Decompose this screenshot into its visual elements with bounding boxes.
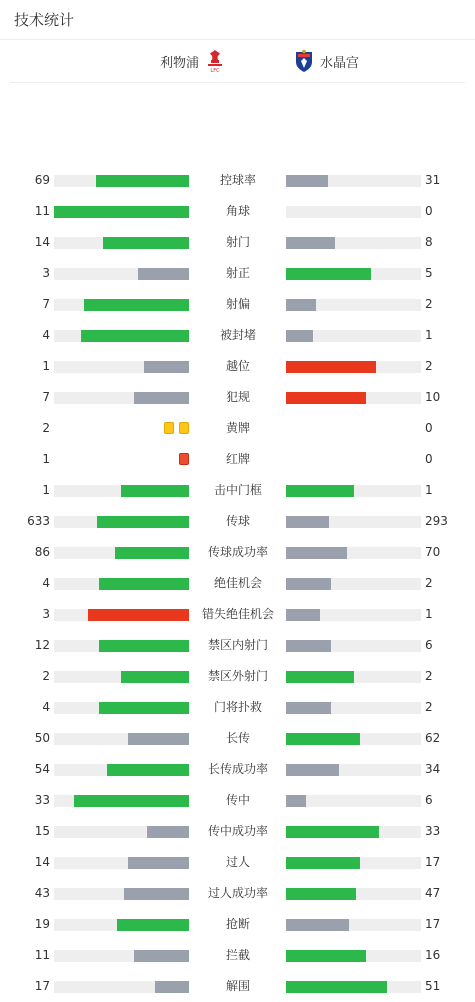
away-stat-bar — [286, 392, 421, 404]
stat-label: 错失绝佳机会 — [201, 607, 274, 621]
away-stat-bar — [286, 857, 421, 869]
home-stat-bar-fill — [84, 299, 189, 311]
home-stat-bar — [54, 516, 189, 528]
away-stat-bar — [286, 950, 421, 962]
stat-row — [0, 475, 475, 506]
stat-row — [0, 723, 475, 754]
home-stat-bar — [54, 826, 189, 838]
stat-row — [0, 847, 475, 878]
home-stat-bar — [54, 702, 189, 714]
home-stat-bar-fill — [121, 485, 189, 497]
home-stat-bar — [54, 857, 189, 869]
away-stat-bar-fill — [286, 981, 387, 993]
stat-label: 传中 — [225, 793, 250, 807]
home-stat-bar — [54, 268, 189, 280]
home-stat-bar-fill — [74, 795, 189, 807]
home-stat-bar — [54, 485, 189, 497]
home-stat-bar — [54, 361, 189, 373]
home-stat-bar — [54, 609, 189, 621]
home-stat-bar — [54, 206, 189, 218]
away-stat-value: 1 — [425, 607, 433, 621]
stat-label: 射正 — [225, 266, 250, 280]
away-stat-value: 5 — [425, 266, 433, 280]
home-stat-bar-fill — [144, 361, 189, 373]
away-stat-value: 51 — [425, 979, 441, 993]
away-stat-value: 0 — [425, 452, 433, 466]
away-stat-bar-fill — [286, 516, 329, 528]
away-stat-bar — [286, 237, 421, 249]
away-stat-bar-fill — [286, 175, 328, 187]
stat-row — [0, 351, 475, 382]
home-stat-value: 7 — [42, 297, 50, 311]
stat-row — [0, 568, 475, 599]
stat-row — [0, 196, 475, 227]
stat-label: 控球率 — [219, 173, 256, 187]
stat-row — [0, 506, 475, 537]
stat-label: 传球 — [225, 514, 250, 528]
away-stat-value: 2 — [425, 297, 433, 311]
home-stat-bar — [54, 888, 189, 900]
away-stat-bar — [286, 826, 421, 838]
home-stat-value: 1 — [42, 452, 50, 466]
home-stat-bar — [54, 733, 189, 745]
stat-label: 过人成功率 — [207, 886, 268, 900]
away-stat-bar — [286, 175, 421, 187]
away-stat-bar — [286, 888, 421, 900]
home-stat-bar-fill — [121, 671, 189, 683]
away-stat-bar-fill — [286, 268, 371, 280]
away-stat-value: 17 — [425, 917, 441, 931]
stat-label: 射门 — [225, 235, 250, 249]
svg-text:LFC: LFC — [210, 68, 220, 73]
away-stat-bar-fill — [286, 330, 313, 342]
stat-row — [0, 165, 475, 196]
away-stat-bar-fill — [286, 919, 349, 931]
away-stat-bar-fill — [286, 795, 306, 807]
away-stat-value: 0 — [425, 204, 433, 218]
crystal-palace-crest-icon — [294, 49, 314, 73]
away-stat-value: 17 — [425, 855, 441, 869]
stat-label: 击中门框 — [213, 483, 262, 497]
away-stat-bar — [286, 764, 421, 776]
home-stat-bar-fill — [138, 268, 189, 280]
away-stat-value: 6 — [425, 638, 433, 652]
away-stat-value: 47 — [425, 886, 441, 900]
stat-label: 黄牌 — [225, 421, 250, 435]
liverpool-crest-icon — [205, 49, 225, 73]
home-stat-value: 50 — [34, 731, 50, 745]
away-stat-bar-fill — [286, 826, 379, 838]
home-stat-value: 1 — [42, 359, 50, 373]
home-stat-value: 4 — [42, 576, 50, 590]
stat-row — [0, 909, 475, 940]
stat-row — [0, 692, 475, 723]
home-stat-bar-fill — [124, 888, 189, 900]
home-stat-bar-fill — [107, 764, 189, 776]
stat-label: 长传 — [225, 731, 250, 745]
home-stat-value: 4 — [42, 700, 50, 714]
title-bar — [0, 0, 475, 40]
away-stat-bar-fill — [286, 578, 331, 590]
stat-row — [0, 661, 475, 692]
home-stat-value: 2 — [42, 421, 50, 435]
home-stat-bar-fill — [155, 981, 189, 993]
home-stat-bar-fill — [147, 826, 189, 838]
home-stat-bar-fill — [128, 733, 189, 745]
away-stat-bar-fill — [286, 764, 339, 776]
home-stat-value: 633 — [27, 514, 50, 528]
stat-row — [0, 444, 475, 475]
away-stat-bar — [286, 299, 421, 311]
stat-row — [0, 630, 475, 661]
away-stat-bar — [286, 733, 421, 745]
away-stat-value: 70 — [425, 545, 441, 559]
home-stat-bar-fill — [88, 609, 189, 621]
away-stat-value: 31 — [425, 173, 441, 187]
home-stat-bar-fill — [81, 330, 189, 342]
page-title: 技术统计 — [14, 11, 75, 29]
stat-label: 犯规 — [225, 390, 250, 404]
stat-row — [0, 785, 475, 816]
stat-row — [0, 754, 475, 785]
stat-label: 抢断 — [225, 917, 250, 931]
away-stat-value: 293 — [425, 514, 448, 528]
away-stat-value: 2 — [425, 359, 433, 373]
home-stat-bar — [54, 578, 189, 590]
away-stat-bar — [286, 361, 421, 373]
home-stat-bar — [54, 764, 189, 776]
away-stat-value: 6 — [425, 793, 433, 807]
home-stat-value: 14 — [34, 235, 50, 249]
home-stat-bar-fill — [103, 237, 189, 249]
stat-row — [0, 258, 475, 289]
home-stat-bar-fill — [117, 919, 189, 931]
away-stat-bar — [286, 609, 421, 621]
away-stat-bar-fill — [286, 733, 360, 745]
home-stat-bar — [54, 547, 189, 559]
stat-label: 解围 — [225, 979, 250, 993]
home-stat-value: 33 — [34, 793, 50, 807]
away-stat-bar-fill — [286, 609, 320, 621]
away-stat-value: 8 — [425, 235, 433, 249]
away-stat-value: 16 — [425, 948, 441, 962]
away-stat-value: 62 — [425, 731, 441, 745]
home-stat-value: 15 — [34, 824, 50, 838]
stat-label: 红牌 — [225, 452, 250, 466]
stat-row — [0, 971, 475, 1002]
away-stat-value: 0 — [425, 421, 433, 435]
stat-label: 传球成功率 — [207, 545, 268, 559]
away-stat-bar — [286, 330, 421, 342]
stat-label: 角球 — [225, 204, 250, 218]
away-stat-bar — [286, 547, 421, 559]
stat-label: 传中成功率 — [207, 824, 268, 838]
home-stat-value: 69 — [34, 173, 50, 187]
home-stat-bar-fill — [99, 578, 189, 590]
stat-label: 禁区外射门 — [207, 669, 268, 683]
home-stat-bar — [54, 795, 189, 807]
away-stat-bar — [286, 485, 421, 497]
home-stat-bar — [54, 175, 189, 187]
away-stat-bar-fill — [286, 299, 316, 311]
away-stat-bar — [286, 516, 421, 528]
home-stat-value: 17 — [34, 979, 50, 993]
home-stat-bar — [54, 299, 189, 311]
away-stat-bar — [286, 268, 421, 280]
home-stat-bar-fill — [128, 857, 189, 869]
stat-row — [0, 382, 475, 413]
home-stat-bar-fill — [99, 702, 189, 714]
home-stat-bar — [54, 640, 189, 652]
away-stat-bar-fill — [286, 392, 366, 404]
stat-row — [0, 289, 475, 320]
home-stat-value: 11 — [34, 204, 50, 218]
away-stat-value: 33 — [425, 824, 441, 838]
stat-label: 门将扑救 — [213, 700, 262, 714]
stat-label: 射偏 — [225, 297, 250, 311]
stat-row — [0, 227, 475, 258]
away-stat-value: 10 — [425, 390, 441, 404]
home-stat-bar — [54, 330, 189, 342]
home-team-name: 利物浦 — [159, 55, 199, 71]
away-stat-bar-fill — [286, 857, 360, 869]
away-stat-bar — [286, 919, 421, 931]
away-stat-value: 1 — [425, 483, 433, 497]
home-stat-value: 19 — [34, 917, 50, 931]
home-stat-bar — [54, 392, 189, 404]
home-stat-value: 86 — [34, 545, 50, 559]
stat-row — [0, 599, 475, 630]
away-team[interactable] — [294, 40, 359, 82]
home-stat-value: 14 — [34, 855, 50, 869]
home-stat-bar — [54, 981, 189, 993]
stat-label: 被封堵 — [219, 328, 256, 342]
home-stat-bar — [54, 237, 189, 249]
stat-label: 过人 — [225, 855, 250, 869]
away-stat-bar-fill — [286, 640, 331, 652]
stat-label: 长传成功率 — [207, 762, 268, 776]
home-stat-value: 2 — [42, 669, 50, 683]
home-stat-bar — [54, 919, 189, 931]
yellow-card-icon — [179, 422, 189, 434]
away-stat-bar — [286, 702, 421, 714]
home-stat-value: 4 — [42, 328, 50, 342]
away-stat-bar-fill — [286, 950, 366, 962]
stat-row — [0, 320, 475, 351]
stat-row — [0, 878, 475, 909]
stat-row — [0, 413, 475, 444]
home-stat-value: 11 — [34, 948, 50, 962]
stat-row — [0, 816, 475, 847]
away-stat-bar-fill — [286, 671, 354, 683]
home-stat-value: 12 — [34, 638, 50, 652]
home-stat-bar — [54, 950, 189, 962]
home-stat-bar-fill — [134, 392, 189, 404]
home-stat-bar-fill — [115, 547, 189, 559]
home-stat-bar — [54, 671, 189, 683]
away-stat-bar — [286, 640, 421, 652]
home-stat-value: 1 — [42, 483, 50, 497]
away-stat-value: 34 — [425, 762, 441, 776]
away-stat-value: 2 — [425, 669, 433, 683]
home-stat-value: 3 — [42, 607, 50, 621]
home-stat-bar-fill — [97, 516, 189, 528]
stat-label: 越位 — [225, 359, 250, 373]
teams-header — [10, 40, 465, 83]
home-stat-value: 7 — [42, 390, 50, 404]
home-stat-value: 3 — [42, 266, 50, 280]
away-stat-bar-fill — [286, 485, 354, 497]
stat-row — [0, 940, 475, 971]
away-stat-bar — [286, 578, 421, 590]
away-stat-bar — [286, 795, 421, 807]
home-stat-value: 54 — [34, 762, 50, 776]
away-stat-bar-fill — [286, 888, 356, 900]
home-stat-bar-fill — [99, 640, 189, 652]
away-stat-value: 2 — [425, 700, 433, 714]
away-stat-bar — [286, 671, 421, 683]
red-card-icon — [179, 453, 189, 465]
stat-label: 拦截 — [225, 948, 250, 962]
stat-row — [0, 537, 475, 568]
home-stat-bar-fill — [134, 950, 189, 962]
away-stat-bar-fill — [286, 237, 335, 249]
away-stat-bar-fill — [286, 361, 376, 373]
away-stat-bar — [286, 981, 421, 993]
away-stat-bar-fill — [286, 702, 331, 714]
away-team-name: 水晶宫 — [320, 55, 360, 71]
away-stat-value: 1 — [425, 328, 433, 342]
home-stat-bar-fill — [96, 175, 189, 187]
home-stat-value: 43 — [34, 886, 50, 900]
away-stat-bar-fill — [286, 547, 347, 559]
away-stat-bar — [286, 206, 421, 218]
away-stat-value: 2 — [425, 576, 433, 590]
home-stat-bar-fill — [54, 206, 189, 218]
home-team[interactable] — [160, 40, 225, 82]
stat-label: 禁区内射门 — [207, 638, 268, 652]
yellow-card-icon — [164, 422, 174, 434]
stat-label: 绝佳机会 — [213, 576, 262, 590]
